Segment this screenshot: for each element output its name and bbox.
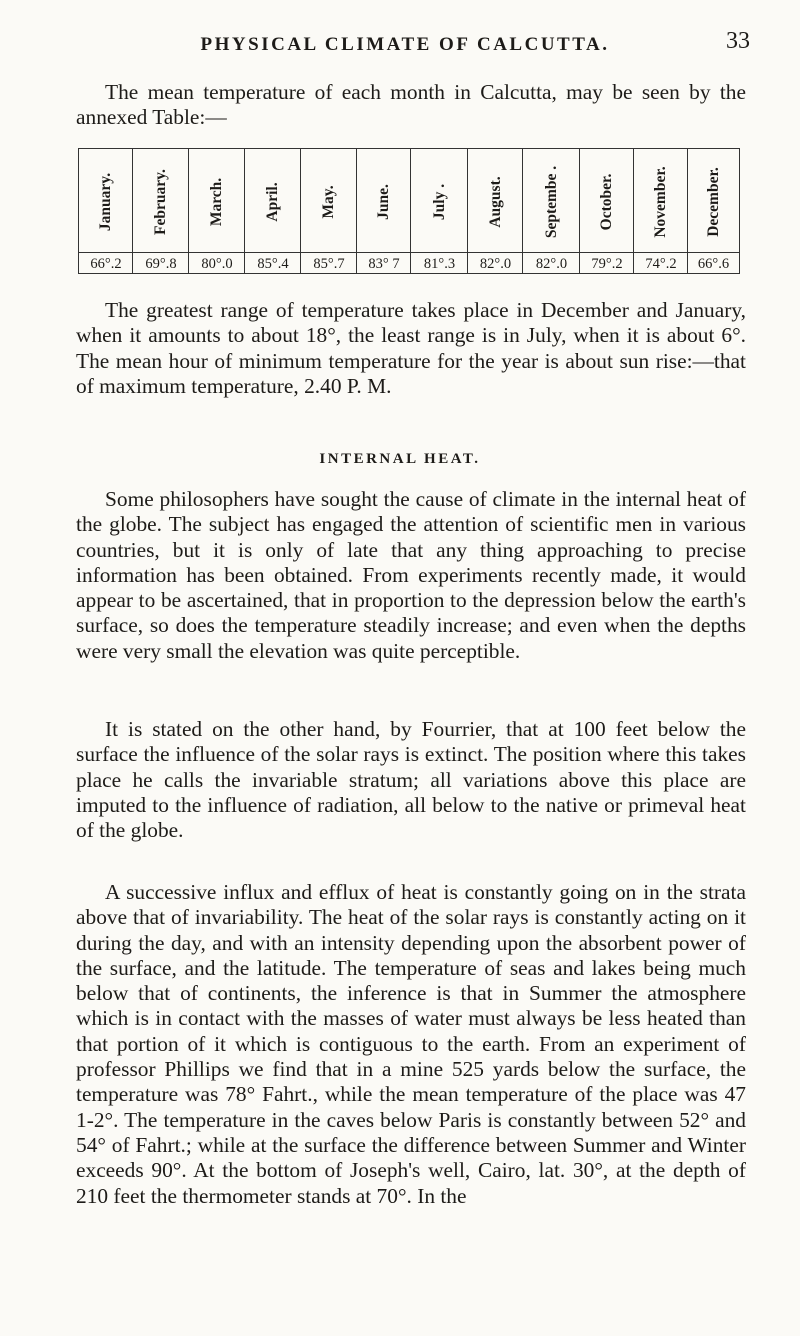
table-column-july bbox=[410, 148, 468, 273]
body-paragraph: A successive influx and efflux of heat is constantly going on in the strata above that of invariability. The heat of the solar rays is constantly acting on it during the day, and with an intensity depending upon the absorbent power of the surface, and the latitude. The temperature of seas and lakes being much below that of continents, the inference is that in Summer the atmosphere which is in contact with the masses of water must always be less heated than that portion of it which is contiguous to the earth. From an experiment of professor Phillips we find that in a mine 525 yards below the surface, the temperature was 78° Fahrt., while the mean temperature of the place was 47 1-2°. The temperature in the caves below Paris is constantly between 52° and 54° of Fahrt.; while at the surface the difference between Summer and Winter exceeds 90°. At the bottom of Joseph's well, Cairo, lat. 30°, at the depth of 210 feet the thermometer stands at 70°. In the bbox=[76, 880, 746, 1208]
page-header bbox=[60, 28, 750, 56]
table-column-december bbox=[687, 148, 740, 273]
table-column-april bbox=[244, 148, 301, 273]
table-column-february bbox=[132, 148, 189, 273]
table-column-october bbox=[579, 148, 634, 273]
month-header: December. bbox=[704, 167, 722, 237]
month-header: April. bbox=[264, 182, 281, 222]
section-heading: INTERNAL HEAT. bbox=[319, 451, 481, 467]
table-column-january bbox=[78, 148, 133, 273]
table-column-june bbox=[356, 148, 411, 273]
temperature-value: 83° 7 bbox=[368, 256, 400, 272]
temperature-value: 69°.8 bbox=[145, 256, 177, 272]
month-header: March. bbox=[208, 177, 225, 227]
temperature-value: 85°.4 bbox=[257, 256, 289, 272]
temperature-value: 79°.2 bbox=[591, 256, 623, 272]
table-bottom-rule bbox=[78, 273, 740, 274]
body-paragraph: It is stated on the other hand, by Fourrier, that at 100 feet below the surface the influence of the solar rays is extinct. The position where this takes place he calls the invariable stratum; all variations above this place are imputed to the influence of radiation, all below to the native or primeval heat of the globe. bbox=[76, 717, 746, 843]
temperature-value: 74°.2 bbox=[645, 256, 677, 272]
temperature-value: 80°.0 bbox=[201, 256, 233, 272]
temperature-value: 66°.6 bbox=[697, 256, 730, 272]
temperature-value: 82°.0 bbox=[479, 256, 512, 272]
temperature-value: 85°.7 bbox=[313, 256, 345, 272]
page-number: 33 bbox=[726, 28, 750, 54]
month-header: November. bbox=[652, 166, 669, 238]
table-column-september bbox=[522, 148, 580, 273]
temperature-value: 81°.3 bbox=[423, 256, 456, 272]
table-column-march bbox=[188, 148, 245, 273]
month-header: May. bbox=[320, 185, 337, 219]
table-column-august bbox=[467, 148, 523, 273]
month-header: June. bbox=[375, 184, 392, 220]
temperature-value: 82°.0 bbox=[535, 256, 568, 272]
table-column-november bbox=[633, 148, 688, 273]
intro-paragraph: The mean temperature of each month in Calcutta, may be seen by the annexed Table:— bbox=[76, 80, 746, 130]
month-header: Septembe . bbox=[542, 165, 560, 239]
temperature-value: 66°.2 bbox=[90, 256, 122, 272]
body-paragraph: Some philosophers have sought the cause of climate in the internal heat of the globe. The subject has engaged the attention of scientific men in various countries, but it is only of late that any thing approaching to precise information has been obtained. From experiments recently made, it would appear to be ascertained, that in proportion to the depression below the earth's surface, so does the temperature steadily increase; and even when the depths were very small the elevation was quite perceptible. bbox=[76, 487, 746, 663]
month-header: February. bbox=[152, 169, 169, 235]
temperature-range-paragraph: The greatest range of temperature takes place in December and January, when it amounts to about 18°, the least range is in July, when it is about 6°. The mean hour of minimum temperature for the year is about sun rise:—that of maximum temperature, 2.40 P. M. bbox=[76, 298, 746, 398]
month-header: August. bbox=[486, 176, 504, 228]
month-header: January. bbox=[97, 172, 114, 232]
month-header: July . bbox=[430, 183, 448, 221]
table-column-may bbox=[300, 148, 357, 273]
running-head: PHYSICAL CLIMATE OF CALCUTTA. bbox=[200, 34, 610, 55]
month-header: October. bbox=[598, 173, 615, 231]
monthly-temperature-table bbox=[78, 148, 740, 276]
